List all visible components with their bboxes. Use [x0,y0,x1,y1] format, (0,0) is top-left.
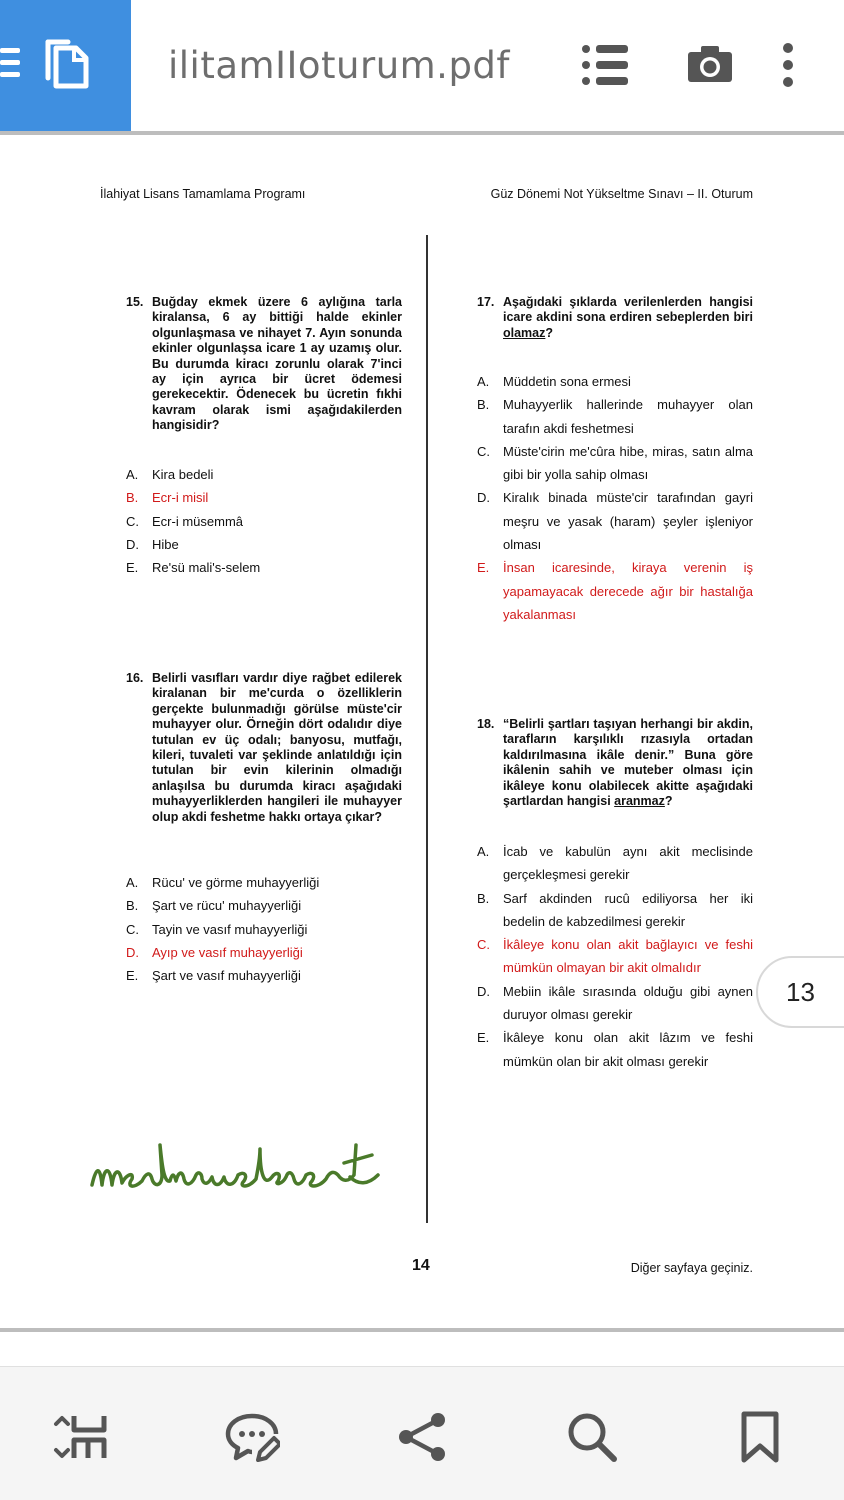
question-17 [477,295,753,341]
question-18-options [477,840,753,1073]
question-number: 15. [126,295,144,309]
question-text: Belirli vasıfları vardır diye rağbet edilerek kiralanan bir me'curda o özelliklerin gerçekte bulunmadığı görülse müste'cir muhayyer olur. Örneğin dört odalıdır diye tutulan ev üç odalı; banyosu, mutfağı, kileri, tuvaleti var şeklinde anlatıldığı için tutulan bir evin kilerinin olmadığı anlaşılsa bu durumda kiracı aşağıdaki muhayyerliklerden hangileri ile muhayyer olup akdi feshetme hakkı ortaya çıkar? [152,671,402,824]
option-e: E. Re'sü mali's-selem [126,560,261,576]
toolbar-accent-block [0,0,131,131]
document-icon[interactable] [42,38,94,92]
camera-icon[interactable] [686,40,734,90]
question-18 [477,717,753,809]
option-d: D. Mebiin ikâle sırasında olduğu gibi aynen duruyor olması gerekir [477,983,753,1023]
question-number: 17. [477,295,495,309]
option-b-correct: B. Ecr-i misil [126,490,209,506]
question-16-options [126,871,402,987]
bottom-toolbar [0,1366,844,1500]
comment-icon[interactable] [224,1410,280,1464]
option-e: E. İkâleye konu olan akit lâzım ve feshi mümkün olan bir akit olması gerekir [477,1030,753,1069]
page-header-right: Güz Dönemi Not Yükseltme Sınavı – II. Oturum [490,187,753,201]
question-emphasis: aranmaz [614,794,665,809]
column-divider [426,235,428,1223]
option-a: A. Kira bedeli [126,467,214,482]
top-toolbar [0,0,844,131]
question-16 [126,671,402,825]
option-a: A. Rücu' ve görme muhayyerliği [126,875,320,890]
page-number: 14 [412,1257,430,1274]
option-c-correct: C. İkâleye konu olan akit bağlayıcı ve feshi mümkün olmayan bir akit olmalıdır [477,937,753,976]
question-mark: ? [545,325,554,340]
question-number: 16. [126,671,144,685]
question-number: 18. [477,717,495,731]
handwritten-watermark [88,1115,448,1205]
option-e: E. Şart ve vasıf muhayyerliği [126,968,301,984]
option-b: B. Muhayyerlik hallerinde muhayyer olan tarafın akdi feshetmesi [477,397,753,436]
bottom-divider [0,1328,844,1332]
option-a: A. Müddetin sona ermesi [477,374,631,389]
question-emphasis: olamaz [503,325,546,340]
question-text: Buğday ekmek üzere 6 aylığına tarla kiralansa, 6 ay bittiği halde ekinler olgunlaşmasa ve nihayet 7. Ayın sonunda ekinler olgunlaşsa icare 1 ay uzamış olur. Bu durumda kiracı zorunlu olarak 7'inci ay için ayrıca bir ücret ödemesi gerekecektir. Ödenecek bu ücretin fıkhi kavram olarak ismi aşağıdakilerden hangisidir? [152,295,402,433]
question-mark: ? [664,794,673,809]
question-15 [126,295,402,434]
question-text: Aşağıdaki şıklarda verilenlerden hangisi icare akdini sona erdiren sebeplerden biri [503,295,753,325]
page-indicator-badge[interactable]: 13 [756,956,844,1028]
page-header-left: İlahiyat Lisans Tamamlama Programı [100,187,306,201]
bookmark-icon[interactable] [732,1410,788,1464]
next-page-note: Diğer sayfaya geçiniz. [630,1261,753,1275]
option-b: B. Şart ve rücu' muhayyerliği [126,898,302,914]
option-c: C. Tayin ve vasıf muhayyerliği [126,921,308,937]
share-icon[interactable] [394,1410,450,1464]
question-text: “Belirli şartları taşıyan herhangi bir akdin, tarafların karşılıklı rızasıyla ortadan kaldırılmasına ikâle denir.” Buna göre ikâlenin sahih ve muteber olması için ikâleye konu olabilecek akitte aşağıdaki şartlardan hangisi [503,717,753,809]
option-d-correct: D. Ayıp ve vasıf muhayyerliği [126,944,303,960]
option-c: C. Ecr-i müsemmâ [126,513,244,529]
list-icon[interactable] [580,40,630,90]
option-c: C. Müste'cirin me'cûra hibe, miras, satın alma gibi bir yolla sahip olması [477,443,753,483]
question-15-options [126,463,402,579]
more-vertical-icon[interactable] [774,40,802,90]
pdf-page[interactable] [0,135,844,1328]
option-b: B. Sarf akdinden rucû ediliyorsa her iki bedelin de kabzedilmesi gerekir [477,890,753,929]
question-17-options [477,370,753,626]
option-a: A. İcab ve kabulün aynı akit meclisinde gerçekleşmesi gerekir [477,844,753,883]
option-d: D. Kiralık binada müste'cir tarafından gayri meşru ve yasak (haram) şeyler işleniyor olması [477,490,753,553]
menu-icon[interactable] [0,48,22,82]
search-icon[interactable] [564,1410,620,1464]
option-e-correct: E. İnsan icaresinde, kiraya verenin iş yapamayacak derecede ağır bir hastalığa yakalanması [477,560,753,622]
option-d: D. Hibe [126,536,179,552]
page-navigation-icon[interactable] [52,1410,108,1464]
document-title: ilitamIIoturum.pdf [168,44,510,87]
